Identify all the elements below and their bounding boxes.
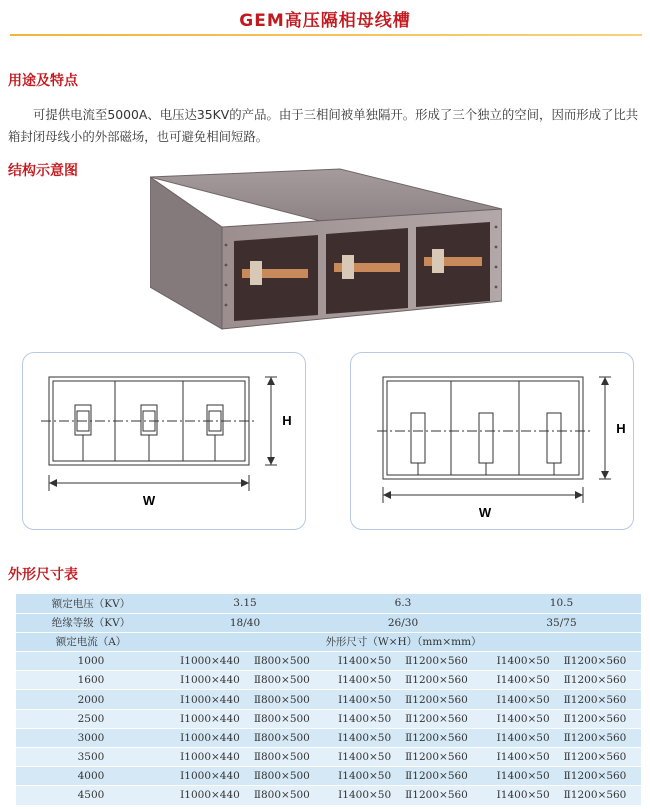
dimension-value: Ⅰ1400×50	[496, 751, 550, 764]
dimension-value: Ⅰ1400×50	[496, 693, 550, 706]
dimension-value: Ⅰ1000×440	[180, 655, 240, 668]
table-row	[16, 690, 641, 709]
table-cell: 4000	[16, 767, 166, 786]
dimension-value: Ⅰ1400×50	[338, 712, 392, 725]
title-rule	[10, 34, 642, 36]
dimension-value: Ⅱ800×500	[253, 789, 310, 802]
dimension-value: Ⅱ1200×560	[563, 693, 627, 706]
dimensions-table	[16, 594, 641, 806]
section-diagram-type-2	[350, 352, 634, 530]
dimension-value: Ⅱ1200×560	[563, 751, 627, 764]
table-cell	[324, 767, 482, 786]
table-cell	[166, 767, 324, 786]
dimension-value: Ⅱ800×500	[253, 731, 310, 744]
dimension-value: Ⅰ1400×50	[496, 655, 550, 668]
dimension-value: Ⅱ1200×560	[563, 770, 627, 783]
table-cell	[166, 728, 324, 747]
title-bar	[0, 0, 650, 40]
table-cell	[166, 786, 324, 805]
dimension-value: Ⅱ800×500	[253, 693, 310, 706]
dimension-value: Ⅰ1400×50	[338, 674, 392, 687]
table-cell	[166, 748, 324, 767]
table-cell	[166, 690, 324, 709]
dimension-value: Ⅱ800×500	[253, 751, 310, 764]
table-cell: 10.5	[482, 594, 641, 613]
table-cell: 额定电流（A）	[16, 632, 166, 651]
dimension-value: Ⅰ1000×440	[180, 789, 240, 802]
dimension-value: Ⅰ1000×440	[180, 751, 240, 764]
table-cell: 2000	[16, 690, 166, 709]
dimension-value: Ⅰ1400×50	[496, 674, 550, 687]
table-row	[16, 767, 641, 786]
table-cell	[324, 786, 482, 805]
width-label: W	[478, 505, 492, 520]
section-heading-dimensions: 外形尺寸表	[8, 567, 78, 583]
dimension-value: Ⅱ1200×560	[405, 789, 468, 802]
dimension-value: Ⅱ1200×560	[405, 712, 468, 725]
dimension-value: Ⅱ1200×560	[563, 731, 627, 744]
dimension-value: Ⅱ1200×560	[405, 751, 468, 764]
table-cell: 1000	[16, 652, 166, 671]
dimension-value: Ⅱ1200×560	[405, 770, 468, 783]
dimension-value: Ⅰ1000×440	[180, 731, 240, 744]
dimension-value: Ⅰ1400×50	[496, 770, 550, 783]
table-row	[16, 652, 641, 671]
dimension-value: Ⅱ1200×560	[563, 712, 627, 725]
usage-paragraph: 可提供电流至5000A、电压达35KV的产品。由于三相间被单独隔开。形成了三个独立的空间，因而形成了比共箱封闭母线小的外部磁场，也可避免相间短路。	[8, 107, 639, 144]
table-cell: 外形尺寸（W×H）（mm×mm）	[166, 632, 641, 651]
table-cell	[324, 652, 482, 671]
dimension-value: Ⅱ800×500	[253, 712, 310, 725]
table-cell	[482, 728, 641, 747]
dimension-value: Ⅰ1400×50	[338, 655, 392, 668]
table-row	[16, 786, 641, 805]
table-cell	[482, 748, 641, 767]
dimension-value: Ⅰ1000×440	[180, 674, 240, 687]
dimension-value: Ⅰ1400×50	[338, 751, 392, 764]
table-cell	[482, 767, 641, 786]
dimension-value: Ⅱ1200×560	[405, 674, 468, 687]
dimension-value: Ⅰ1000×440	[180, 693, 240, 706]
table-row	[16, 748, 641, 767]
dimension-value: Ⅰ1400×50	[496, 789, 550, 802]
table-cell: 35/75	[482, 613, 641, 632]
table-cell	[324, 748, 482, 767]
table-cell: 3.15	[166, 594, 324, 613]
dimension-value: Ⅱ800×500	[253, 655, 310, 668]
table-cell: 绝缘等级（KV）	[16, 613, 166, 632]
dimension-value: Ⅰ1400×50	[496, 712, 550, 725]
table-row	[16, 709, 641, 728]
table-cell: 18/40	[166, 613, 324, 632]
table-row	[16, 728, 641, 747]
table-cell	[482, 690, 641, 709]
dimension-value: Ⅱ800×500	[253, 674, 310, 687]
dimension-value: Ⅰ1400×50	[338, 789, 392, 802]
dimension-value: Ⅱ800×500	[253, 770, 310, 783]
table-cell	[482, 786, 641, 805]
dimension-value: Ⅱ1200×560	[563, 674, 627, 687]
table-cell	[324, 690, 482, 709]
dimension-value: Ⅰ1000×440	[180, 770, 240, 783]
section-heading-usage: 用途及特点	[8, 73, 78, 89]
table-cell	[166, 671, 324, 690]
dimension-value: Ⅰ1000×440	[180, 712, 240, 725]
page-title: GEM高压隔相母线槽	[239, 11, 411, 31]
table-cell: 6.3	[324, 594, 482, 613]
dimension-value: Ⅱ1200×560	[563, 789, 627, 802]
section-heading-structure: 结构示意图	[8, 163, 78, 179]
dimension-value: Ⅱ1200×560	[405, 655, 468, 668]
dimension-value: Ⅰ1400×50	[338, 770, 392, 783]
table-cell: 额定电压（KV）	[16, 594, 166, 613]
table-row-voltage	[16, 594, 641, 613]
table-row	[16, 671, 641, 690]
dimension-value: Ⅰ1400×50	[496, 731, 550, 744]
table-cell	[482, 671, 641, 690]
table-cell: 3500	[16, 748, 166, 767]
table-cell	[324, 709, 482, 728]
table-cell: 2500	[16, 709, 166, 728]
table-cell	[482, 652, 641, 671]
dimensions-table-wrap	[16, 594, 641, 806]
table-cell	[482, 709, 641, 728]
table-cell: 26/30	[324, 613, 482, 632]
table-cell: 4500	[16, 786, 166, 805]
dimension-value: Ⅱ1200×560	[405, 693, 468, 706]
product-photo	[150, 165, 502, 341]
dimension-value: Ⅱ1200×560	[405, 731, 468, 744]
table-cell: 1600	[16, 671, 166, 690]
section-diagram-type-1	[22, 352, 306, 530]
table-cell	[324, 728, 482, 747]
table-cell	[166, 652, 324, 671]
height-label: H	[282, 413, 292, 428]
height-label: H	[616, 421, 626, 436]
dimension-value: Ⅰ1400×50	[338, 731, 392, 744]
table-cell	[166, 709, 324, 728]
table-cell	[324, 671, 482, 690]
dimension-value: Ⅰ1400×50	[338, 693, 392, 706]
table-cell: 3000	[16, 728, 166, 747]
table-row-insulation	[16, 613, 641, 632]
table-row-current-header	[16, 632, 641, 651]
dimension-value: Ⅱ1200×560	[563, 655, 627, 668]
width-label: W	[142, 493, 156, 508]
